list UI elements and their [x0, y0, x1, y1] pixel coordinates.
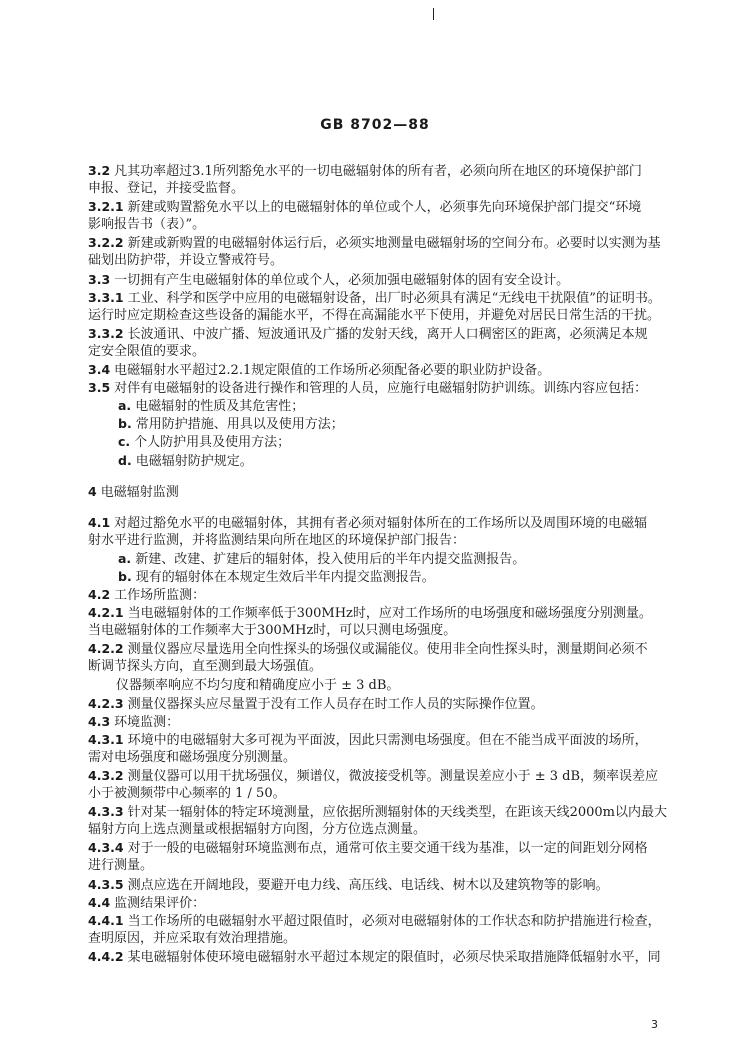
clause-number: 3.5: [88, 380, 111, 396]
clause-number: 4.4.2: [88, 948, 124, 964]
paragraph-gap: [88, 501, 688, 514]
text-line: [88, 325, 688, 343]
clause-number: a.: [118, 398, 132, 414]
line-text: 测量仪器可以用干扰场强仪，频谱仪，微波接受机等。测量误差应小于 ± 3 dB，频率误差应: [127, 769, 659, 784]
line-text: 电磁辐射的性质及其危害性；: [135, 399, 305, 415]
clause-number: b.: [118, 568, 132, 584]
text-line: [88, 180, 688, 198]
text-line: [88, 622, 688, 640]
text-line: [88, 415, 688, 433]
line-text: 进行测量。: [88, 858, 154, 874]
text-line: [88, 568, 688, 586]
clause-number: 4.2.1: [88, 605, 124, 621]
text-line: [88, 658, 688, 676]
text-line: [88, 532, 688, 550]
clause-number: d.: [118, 452, 132, 468]
line-text: 运行时应定期检查这些设备的漏能水平，不得在高漏能水平下使用，并避免对居民日常生活的干扰。: [88, 307, 661, 323]
text-line: [88, 162, 688, 180]
clause-number: c.: [118, 434, 131, 450]
line-text: 对伴有电磁辐射的设备进行操作和管理的人员，应施行电磁辐射防护训练。训练内容应包括：: [114, 381, 648, 397]
text-line: [88, 550, 688, 568]
line-text: 当电磁辐射体的工作频率低于300MHz时，应对工作场所的电场强度和磁场强度分别测量。: [127, 606, 652, 622]
clause-number: 4.3.4: [88, 840, 124, 856]
line-text: 申报、登记，并接受监督。: [88, 181, 245, 197]
text-line: [88, 289, 688, 307]
text-line: [88, 586, 688, 604]
line-text: 础划出防护带，并设立警戒符号。: [88, 253, 284, 269]
line-text: 对于一般的电磁辐射环境监测布点，通常可依主要交通干线为基准，以一定的间距划分网格: [127, 841, 648, 857]
page-number: 3: [651, 1018, 658, 1031]
line-text: 工业、科学和医学中应用的电磁辐射设备，出厂时必须具有满足“无线电干扰限值”的证明书。: [127, 290, 661, 306]
text-line: [88, 361, 688, 379]
line-text: 新建或购置豁免水平以上的电磁辐射体的单位或个人，必须事先向环境保护部门提交“环境: [127, 200, 642, 216]
clause-number: 3.2.1: [88, 199, 124, 215]
text-line: [88, 912, 688, 930]
text-line: [88, 379, 688, 397]
line-text: 某电磁辐射体使环境电磁辐射水平超过本规定的限值时，必须尽快采取措施降低辐射水平，同: [127, 949, 661, 965]
line-text: 电磁辐射水平超过2.2.1规定限值的工作场所必须配备必要的职业防护设备。: [114, 363, 551, 379]
page-edge-mark: [433, 8, 434, 20]
clause-number: 4.2: [88, 587, 111, 603]
document-body: [88, 162, 688, 966]
clause-number: 3.3.2: [88, 325, 124, 341]
line-text: 凡其功率超过3.1所列豁免水平的一切电磁辐射体的所有者，必须向所在地区的环境保护部门: [114, 164, 642, 179]
line-text: 环境中的电磁辐射大多可视为平面波，因此只需测电场强度。但在不能当成平面波的场所，: [127, 732, 648, 748]
line-text: 一切拥有产生电磁辐射体的单位或个人，必须加强电磁辐射体的固有安全设计。: [114, 272, 570, 288]
text-line: [88, 640, 688, 658]
text-line: [88, 397, 688, 415]
line-text: 针对某一辐射体的特定环境测量，应依据所测辐射体的天线类型，在距该天线2000m以内最大: [127, 805, 668, 821]
clause-number: 4.2.3: [88, 695, 124, 711]
clause-number: 4.3: [88, 713, 111, 729]
line-text: 仪器频率响应不均匀度和精确度应小于 ± 3 dB。: [116, 677, 400, 693]
paragraph-gap: [88, 470, 688, 483]
line-text: 测量仪器探头应尽量置于没有工作人员存在时工作人员的实际操作位置。: [127, 696, 544, 712]
clause-number: 4.2.2: [88, 641, 124, 657]
text-line: [88, 930, 688, 948]
line-text: 新建或新购置的电磁辐射体运行后，必须实地测量电磁辐射场的空间分布。必要时以实测为基: [127, 236, 661, 252]
section-heading: [88, 483, 688, 501]
line-text: 个人防护用具及使用方法；: [134, 435, 291, 451]
line-text: 监测结果评价：: [114, 895, 206, 911]
line-text: 当工作场所的电磁辐射水平超过限值时，必须对电磁辐射体的工作状态和防护措施进行检查，: [127, 913, 661, 929]
line-text: 常用防护措施、用具以及使用方法；: [135, 417, 344, 433]
line-text: 测点应选在开阔地段，要避开电力线、高压线、电话线、树木以及建筑物等的影响。: [127, 877, 609, 893]
clause-number: a.: [118, 550, 132, 566]
clause-number: 4.4.1: [88, 912, 124, 928]
clause-number: 4.1: [88, 514, 111, 530]
text-line: [88, 857, 688, 875]
text-line: [88, 785, 688, 803]
text-line: [88, 452, 688, 470]
clause-number: 3.3.1: [88, 289, 124, 305]
line-text: 射水平进行监测，并将监测结果向所在地区的环境保护部门报告：: [88, 532, 466, 548]
text-line: [88, 948, 688, 966]
text-line: [88, 695, 688, 713]
clause-number: 4.3.1: [88, 731, 124, 747]
line-text: 测量仪器应尽量选用全向性探头的场强仪或漏能仪。使用非全向性探头时，测量期间必须不: [127, 642, 648, 658]
text-line: [88, 307, 688, 325]
text-line: [88, 216, 688, 234]
clause-number: 4.3.5: [88, 876, 124, 892]
text-line: [88, 677, 688, 695]
clause-number: b.: [118, 416, 132, 432]
line-text: 定安全限值的要求。: [88, 343, 206, 359]
text-line: [88, 839, 688, 857]
text-line: [88, 731, 688, 749]
text-line: [88, 803, 688, 821]
text-line: [88, 876, 688, 894]
line-text: 查明原因，并应采取有效治理措施。: [88, 930, 297, 946]
line-text: 对超过豁免水平的电磁辐射体，其拥有者必须对辐射体所在的工作场所以及周围环境的电磁辐: [114, 515, 648, 531]
clause-number: 3.4: [88, 362, 111, 378]
line-text: 新建、改建、扩建后的辐射体，投入使用后的半年内提交监测报告。: [135, 551, 526, 567]
text-line: [88, 894, 688, 912]
line-text: 环境监测：: [114, 714, 180, 730]
line-text: 小于被测频带中心频率的 1 / 50。: [88, 786, 286, 802]
line-text: 电磁辐射监测: [100, 484, 179, 500]
text-line: [88, 271, 688, 289]
text-line: [88, 713, 688, 731]
line-text: 现有的辐射体在本规定生效后半年内提交监测报告。: [135, 569, 435, 585]
text-line: [88, 252, 688, 270]
text-line: [88, 604, 688, 622]
standard-header: GB 8702—88: [320, 117, 430, 133]
line-text: 辐射方向上选点测量或根据辐射方向图，分方位选点测量。: [88, 822, 427, 838]
text-line: [88, 198, 688, 216]
text-line: [88, 234, 688, 252]
line-text: 长波通讯、中波广播、短波通讯及广播的发射天线，离开人口稠密区的距离，必须满足本规: [127, 326, 648, 342]
text-line: [88, 749, 688, 767]
line-text: 电磁辐射防护规定。: [135, 453, 253, 469]
line-text: 断调节探头方向，直至测到最大场强值。: [88, 659, 323, 675]
clause-number: 4.3.3: [88, 804, 124, 820]
text-line: [88, 433, 688, 451]
clause-number: 3.3: [88, 271, 111, 287]
text-line: [88, 821, 688, 839]
clause-number: 4.3.2: [88, 768, 124, 783]
line-text: 影响报告书（表）”。: [88, 217, 206, 233]
line-text: 当电磁辐射体的工作频率大于300MHz时，可以只测电场强度。: [88, 623, 457, 639]
text-line: [88, 514, 688, 532]
clause-number: 4.4: [88, 894, 111, 910]
text-line: [88, 343, 688, 361]
clause-number: 3.2: [88, 163, 111, 178]
line-text: 工作场所监测：: [114, 588, 206, 604]
text-line: [88, 767, 688, 785]
clause-number: 4: [88, 483, 97, 499]
line-text: 需对电场强度和磁场强度分别测量。: [88, 749, 297, 765]
clause-number: 3.2.2: [88, 235, 124, 251]
